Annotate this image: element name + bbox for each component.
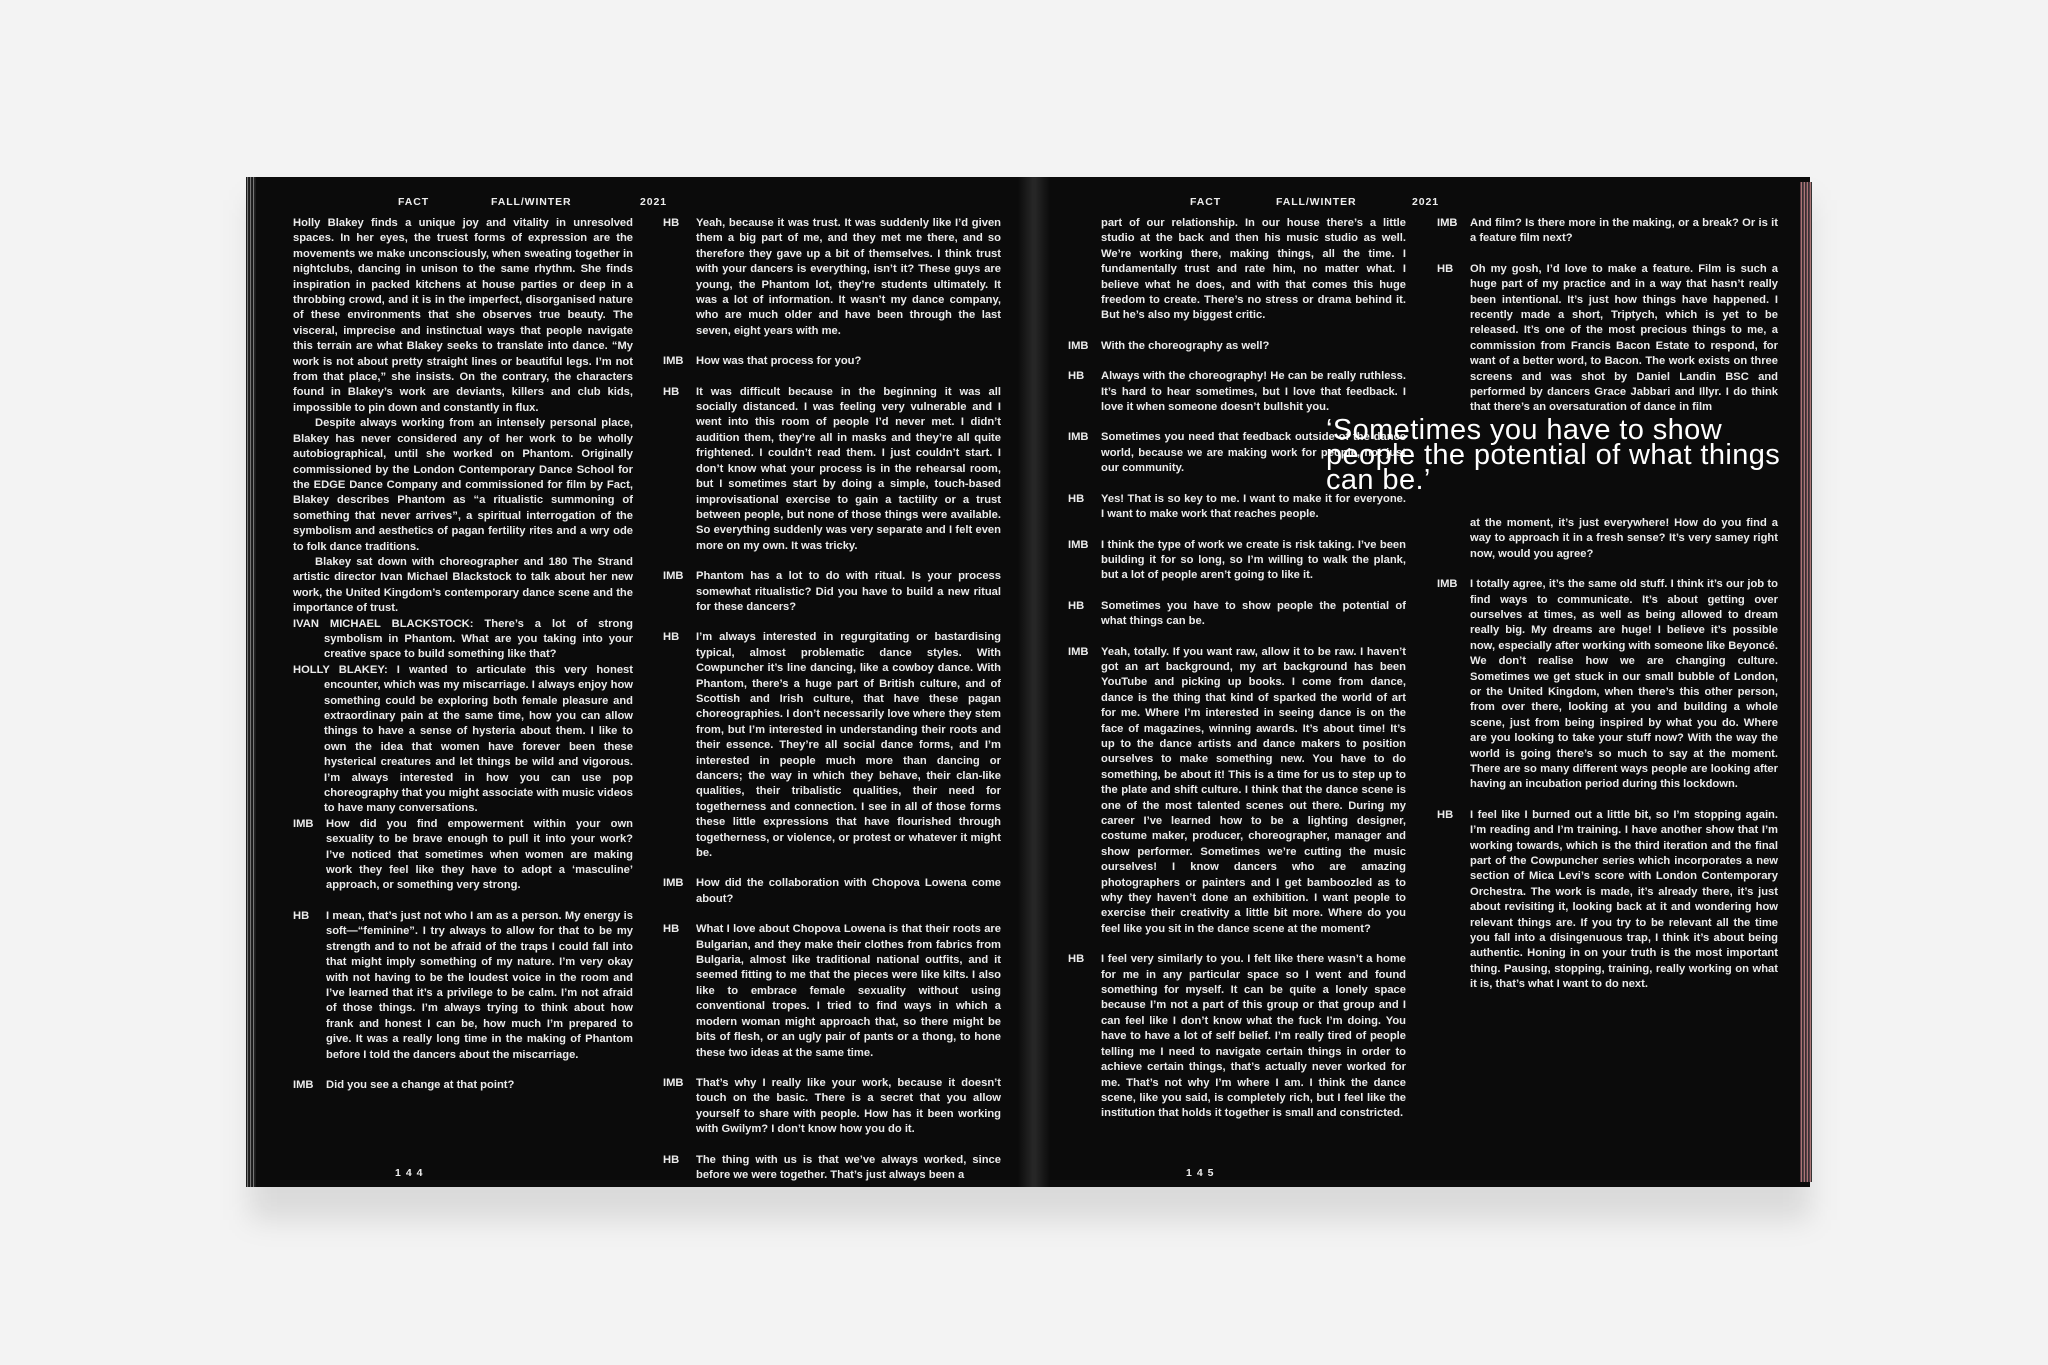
interview-exchange bbox=[663, 569, 1001, 615]
speaker-initials: IMB bbox=[663, 1076, 684, 1089]
exchange-text: I feel like I burned out a little bit, so I’m stopping again. I’m reading and I’m training. I have another show that I’m working towards, which is the third iteration and the final part of the Cowpuncher series which incorporates a new section of Mica Levi’s score with London Contemporary Orchestra. The work is made, it’s already there, it’s just about revisiting it, looking back at it and wondering how relevant things are. If you try to be relevant all the time you fall into a disingenuous trap, I think it’s about being authentic. Honing in on your truth is the most important thing. Pausing, stopping, training, really working on what it is, that’s what I want to do next. bbox=[1470, 808, 1778, 991]
left-column-2 bbox=[663, 216, 1001, 1198]
interview-exchange bbox=[1068, 645, 1406, 938]
exchange-text: I think the type of work we create is risk taking. I’ve been building it for so long, so I’m willing to walk the plank, but a lot of people aren’t going to like it. bbox=[1101, 538, 1406, 582]
interview-exchange bbox=[1068, 952, 1406, 1121]
speaker-initials: IMB bbox=[1068, 431, 1089, 444]
speaker-initials: IMB bbox=[663, 570, 684, 583]
intro-question: IVAN MICHAEL BLACKSTOCK: There’s a lot of strong symbolism in Phantom. What are you taking into your creative space to build something like that? bbox=[293, 617, 633, 661]
speaker-initials: HB bbox=[663, 631, 680, 644]
speaker-initials: IMB bbox=[1437, 217, 1458, 229]
interview-exchange bbox=[663, 922, 1001, 1061]
speaker-initials: HB bbox=[293, 909, 310, 922]
interview-exchange bbox=[293, 909, 633, 1063]
header-season-left: FALL/WINTER bbox=[491, 196, 572, 208]
speaker-initials: HB bbox=[1437, 262, 1454, 275]
continued-text: part of our relationship. In our house there’s a little studio at the back and then his music studio as well. We’re working there, making things, all the time. I fundamentally trust and rate him, no matter what. I believe what he does, and with that comes this huge freedom to create. There’s no stress or drama behind it. But he’s also my biggest critic. bbox=[1101, 217, 1406, 322]
speaker-initials: IMB bbox=[1068, 645, 1089, 658]
speaker-initials: HB bbox=[663, 217, 680, 229]
intro-paragraph: Despite always working from an intensely personal place, Blakey has never considered any of her work to be wholly autobiographical, until she worked on Phantom. Originally commissioned by the London Contemporary Dance School for the EDGE Dance Company and commissioned for film by Fact, Blakey describes Phantom as “a ritualistic summoning of something that never arrives”, a spiritual interrogation of the symbolism and aesthetics of pagan fertility rites and a wry ode to folk dance traditions. bbox=[293, 417, 633, 553]
interview-exchange bbox=[663, 385, 1001, 554]
speaker-initials: HB bbox=[1068, 492, 1085, 505]
exchange-text: Phantom has a lot to do with ritual. Is your process somewhat ritualistic? Did you have to build a new ritual for these dancers? bbox=[696, 570, 1001, 613]
exchange-text: Sometimes you have to show people the potential of what things can be. bbox=[1101, 599, 1406, 628]
exchange-text: Oh my gosh, I’d love to make a feature. Film is such a huge part of my practice and in a way that hasn’t really been intentional. It’s just how things have happened. I recently made a short, Triptych, which is yet to be released. It’s one of the most precious things to me, a commission from Francis Bacon Estate to respond, for want of a better word, to Bacon. The work exists on three screens and was shot by Daniel Landin BSC and performed by dancers Grace Jabbari and Illyr. I do think that there’s an oversaturation of dance in film bbox=[1470, 262, 1778, 414]
speaker-initials: HB bbox=[1437, 808, 1454, 821]
header-year-right: 2021 bbox=[1412, 196, 1439, 208]
interview-exchange bbox=[663, 1153, 1001, 1184]
interview-exchange bbox=[1068, 216, 1406, 324]
exchange-text: It was difficult because in the beginning it was all socially distanced. I was feeling very vulnerable and I went into this room of people I’d never met. I didn’t audition them, they’re all in masks and they’re all quite frightened. I couldn’t read them. I just couldn’t start. I don’t know what your process is in the rehearsal room, but I sometimes start by doing a simple, touch-based improvisational exercise to gain a tactility or a trust between people, but none of those things were available. So everything suddenly was very separate and I felt even more on my own. It was tricky. bbox=[696, 385, 1001, 552]
interview-exchange bbox=[663, 1076, 1001, 1138]
speaker-initials: IMB bbox=[1068, 538, 1089, 551]
page-number-right: 145 bbox=[1186, 1167, 1219, 1179]
speaker-initials: IMB bbox=[293, 1078, 314, 1091]
interview-exchange bbox=[1437, 516, 1778, 562]
intro-paragraph: Holly Blakey finds a unique joy and vitality in unresolved spaces. In her eyes, the truest forms of expression are the movements we make unconsciously, when sweating together in nightclubs, dancing in unison to the same rhythm. She finds inspiration in packed kitchens at house parties or deep in a throbbing crowd, and it is in the imperfect, disorganised nature of these environments that she observes true beauty. The visceral, imprecise and instinctual ways that people navigate this terrain are what Blakey seeks to translate into dance. “My work is not about pretty straight lines or beautiful legs. I’m not from that place,” she insists. On the contrary, the characters found in Blakey’s work are deviants, killers and club kids, impossible to pin down and constantly in flux. bbox=[293, 217, 633, 414]
exchange-text: And film? Is there more in the making, or a break? Or is it a feature film next? bbox=[1470, 217, 1778, 245]
interview-exchange bbox=[1437, 577, 1778, 793]
exchange-text: Yes! That is so key to me. I want to make it for everyone. I want to make work that reaches people. bbox=[1101, 492, 1406, 521]
speaker-initials: IMB bbox=[663, 877, 684, 890]
exchange-text: With the choreography as well? bbox=[1101, 339, 1270, 352]
left-page-edges bbox=[246, 177, 256, 1187]
speaker-initials: HB bbox=[663, 1153, 680, 1166]
speaker-initials: IMB bbox=[293, 817, 314, 830]
speaker-initials: HB bbox=[663, 923, 680, 936]
exchange-text: Yeah, because it was trust. It was suddenly like I’d given them a big part of me, and they met me there, and so therefore they gave up a bit of themselves. I think trust with your dancers is everything, isn’t it? These guys are young, the Phantom lot, they’re students ultimately. It was a lot of information. It wasn’t my dance company, who are much older and have been through the last seven, eight years with me. bbox=[696, 217, 1001, 337]
exchange-text: I mean, that’s just not who I am as a person. My energy is soft—“feminine”. I try always to allow for that to be my strength and to not be afraid of the traps I could fall into that might imply something of my nature. I’m very okay with not having to be the loudest voice in the room and I’ve learned that it’s a privilege to be calm. I’m not afraid of those things. I’m always trying to think about how frank and honest I can be, how much I’m prepared to give. It was a really long time in the making of Phantom before I told the dancers about the miscarriage. bbox=[326, 909, 633, 1061]
interview-exchange bbox=[1437, 808, 1778, 993]
exchange-text: That’s why I really like your work, because it doesn’t touch on the basic. There is a secret that you allow yourself to share with people. How has it been working with Gwilym? I don’t know how you do it. bbox=[696, 1076, 1001, 1136]
right-column-2 bbox=[1437, 216, 1778, 1008]
header-season-right: FALL/WINTER bbox=[1276, 196, 1357, 208]
exchange-text: I’m always interested in regurgitating or bastardising typical, almost problematic dance styles. With Cowpuncher it’s line dancing, like a cowboy dance. With Phantom, there’s a huge part of British culture, and of Scottish and Irish culture, that have these pagan choreographies. I don’t necessarily love where they stem from, but I’m interested in understanding their roots and their essence. They’re all social dance forms, and I’m interested in people much more than dancing or dancers; the way in which they behave, their clan-like qualities, their tribalistic qualities, their need for togetherness and connection. I see in all of those forms these little expressions that have flourished through togetherness, or violence, or protest or whatever it might be. bbox=[696, 631, 1001, 860]
interview-exchange bbox=[663, 876, 1001, 907]
exchange-text: How did the collaboration with Chopova Lowena come about? bbox=[696, 877, 1001, 905]
speaker-initials: HB bbox=[1068, 953, 1085, 966]
exchange-text: Did you see a change at that point? bbox=[326, 1078, 515, 1091]
exchange-text: Yeah, totally. If you want raw, allow it to be raw. I haven’t got an art background, my art background has been YouTube and picking up books. I come from dance, dance is the thing that kind of sparked the world of art for me. Where I’m interested in seeing dance is on the face of magazines, winning awards. It’s about time! It’s up to the dance artists and dance makers to position ourselves to make something new. You have to do something, be about it! This is a time for us to step up to the plate and shift culture. I think that the dance scene is one of the most talented scenes out there. During my career I’ve learned how to be a lighting designer, costume maker, producer, choreographer, manager and show performer. Sometimes we’re cutting the music ourselves! I know dancers who are amazing photographers or painters and I get bamboozled as to why they haven’t done an exhibition. I want people to exercise their creativity a little bit more. Where do you feel like you sit in the dance scene at the moment? bbox=[1101, 645, 1406, 935]
header-year-left: 2021 bbox=[640, 196, 667, 208]
interview-exchange bbox=[663, 216, 1001, 339]
exchange-text: The thing with us is that we’ve always worked, since before we were together. That’s just always been a bbox=[696, 1153, 1001, 1181]
interview-exchange bbox=[1437, 262, 1778, 416]
header-magazine-right: FACT bbox=[1190, 196, 1222, 208]
speaker-initials: IMB bbox=[1437, 578, 1458, 591]
interview-exchange bbox=[1068, 492, 1406, 523]
spine-gutter bbox=[1018, 177, 1050, 1187]
interview-exchange bbox=[1437, 216, 1778, 247]
interview-exchange bbox=[663, 354, 1001, 369]
interview-exchange bbox=[293, 817, 633, 894]
exchange-text: How did you find empowerment within your own sexuality to be brave enough to pull it into your work? I’ve noticed that sometimes when women are making work they feel like they have to adopt a ‘masculine’ approach, or something very strong. bbox=[326, 817, 633, 892]
left-column-1 bbox=[293, 216, 633, 1108]
page-number-left: 144 bbox=[395, 1167, 428, 1179]
speaker-initials: IMB bbox=[663, 355, 684, 368]
interview-exchange bbox=[1068, 339, 1406, 354]
interview-exchange bbox=[293, 1078, 633, 1093]
exchange-text: How was that process for you? bbox=[696, 355, 862, 368]
exchange-text: Sometimes you need that feedback outside of the dance world, because we are making work for people, not just our community. bbox=[1101, 431, 1406, 475]
pull-quote: ‘Sometimes you have to show people the potential of what things can be.’ bbox=[1326, 414, 1781, 496]
speaker-initials: IMB bbox=[1068, 339, 1089, 352]
speaker-initials: HB bbox=[1068, 370, 1085, 383]
exchange-text: I totally agree, it’s the same old stuff. I think it’s our job to find ways to communicate. It’s about getting over ourselves at times, as well as being allowed to dream really big. My dreams are huge! I believe it’s possible now, especially after working with someone like Beyoncé. We don’t realise how we are changing culture. Sometimes we get stuck in our small bubble of London, or the United Kingdom, when there’s this other person, from over there, looking at you and building a whole scene, just from being inspired by what you do. Where are you looking to take your stuff now? With the way the world is going there’s so much to say at the moment. There are so many different ways people are looking after having an incubation period during this lockdown. bbox=[1470, 578, 1778, 791]
speaker-initials: HB bbox=[663, 385, 680, 398]
interview-exchange bbox=[663, 630, 1001, 861]
right-page-edges bbox=[1800, 182, 1812, 1182]
interview-exchange bbox=[1068, 599, 1406, 630]
interview-exchange bbox=[1068, 538, 1406, 584]
header-magazine-left: FACT bbox=[398, 196, 430, 208]
right-column-1 bbox=[1068, 216, 1406, 1137]
speaker-initials: HB bbox=[1068, 599, 1085, 612]
continued-text: at the moment, it’s just everywhere! How do you find a way to approach it in a fresh sense? It’s very samey right now, would you agree? bbox=[1470, 516, 1778, 560]
intro-answer: HOLLY BLAKEY: I wanted to articulate this very honest encounter, which was my miscarriage. I always enjoy how something could be exploring both female pleasure and extraordinary pain at the same time, how you can allow things to have a sense of hysteria about them. I like to own the idea that women have forever been these hysterical creatures and let things be wild and vigorous. I’m always interested in how you can use pop choreography that you might associate with music videos to have many conversations. bbox=[293, 663, 633, 815]
interview-exchange bbox=[1068, 369, 1406, 415]
exchange-text: I feel very similarly to you. I felt like there wasn’t a home for me in any particular space so I went and found something for myself. It can be quite a lonely space because I’m not a part of this group or that group and I can feel like I don’t know what the fuck I’m doing. You have to have a lot of self belief. I’m really tired of people telling me I need to navigate certain things in order to achieve certain things, that’s actually never worked for me. That’s not why I’m where I am. I think the dance scene, like you said, is completely rich, but I feel like the institution that holds it together is small and constricted. bbox=[1101, 953, 1406, 1120]
exchange-text: What I love about Chopova Lowena is that their roots are Bulgarian, and they make their clothes from fabrics from Bulgaria, almost like traditional national outfits, and it seemed fitting to me that the pieces were like kilts. I also like to embrace female sexuality without using conventional tropes. I tried to find ways in which a modern woman might approach that, so there might be bits of flesh, or an ugly pair of pants or a thong, to hone these two ideas at the same time. bbox=[696, 923, 1001, 1059]
exchange-text: Always with the choreography! He can be really ruthless. It’s hard to hear sometimes, but I love that feedback. I love it when someone doesn’t bullshit you. bbox=[1101, 370, 1406, 414]
intro-paragraph: Blakey sat down with choreographer and 180 The Strand artistic director Ivan Michael Blackstock to talk about her new work, the United Kingdom’s contemporary dance scene and the importance of trust. bbox=[293, 555, 633, 615]
